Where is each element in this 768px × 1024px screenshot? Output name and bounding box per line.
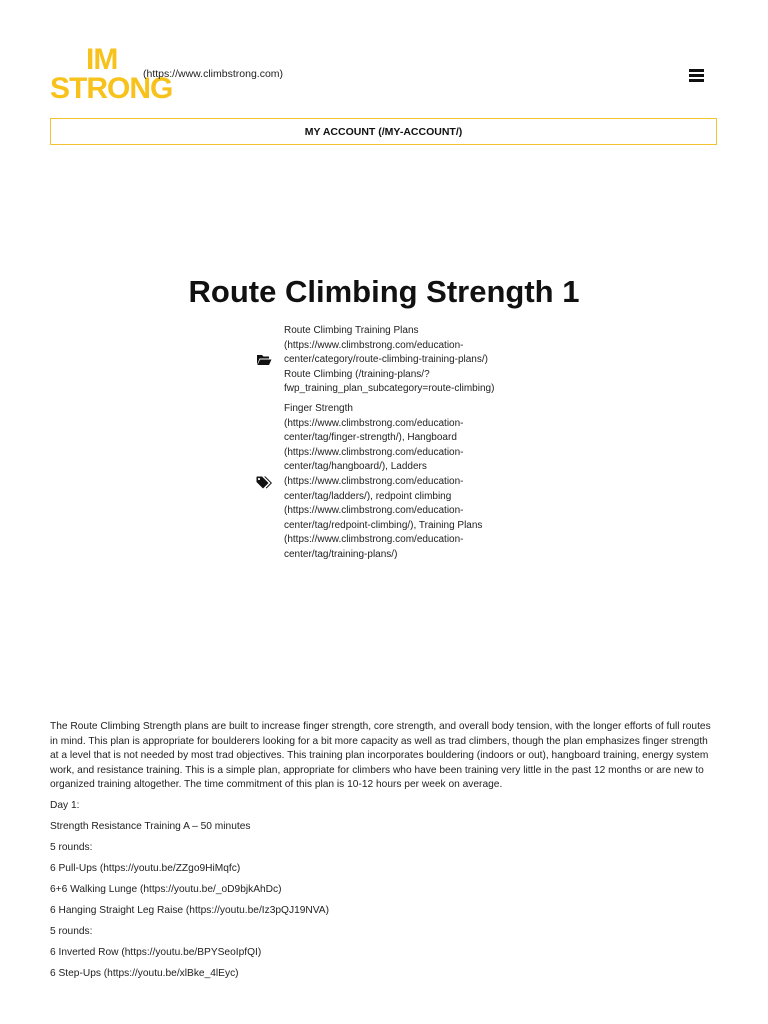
exercise-link[interactable]: 6 Step-Ups (https://youtu.be/xlBke_4lEyc)	[50, 968, 239, 980]
tags-links[interactable]: Finger Strength (https://www.climbstrong.com/education-center/tag/finger-strength/), Hangboard (https://www.climbstrong.com/education-center/tag/hangboard/), Ladders (https://www.climbstrong.com/education-center/tag/ladders/), redpoint climbing (https://www.climbstrong.com/education-center/tag/redpoint-climbing/), Training Plans (https://www.climbstrong.com/education-center/tag/training-plans/)	[284, 403, 483, 560]
folder-open-icon	[256, 324, 284, 397]
exercise-link[interactable]: 6+6 Walking Lunge (https://youtu.be/_oD9bjkAhDc)	[50, 884, 282, 896]
exercise-link[interactable]: 6 Pull-Ups (https://youtu.be/ZZgo9HiMqfc)	[50, 863, 241, 875]
post-categories	[256, 324, 516, 397]
site-home-link[interactable]: (https://www.climbstrong.com)	[143, 68, 284, 80]
categories-links[interactable]: Route Climbing Training Plans (https://www.climbstrong.com/education-center/category/route-climbing-training-plans/) Route Climbing (/training-plans/?fwp_training_plan_subcategory=route-climbing)	[284, 325, 495, 395]
rounds-label: 5 rounds:	[50, 842, 93, 854]
my-account-button[interactable]	[50, 118, 717, 145]
page-title: Route Climbing Strength 1	[188, 274, 580, 309]
post-tags	[256, 402, 516, 563]
day-heading: Day 1:	[50, 800, 80, 812]
intro-paragraph: The Route Climbing Strength plans are built to increase finger strength, core strength, and overall body tension, with the longer efforts of full routes in mind. This plan is appropriate for boulderers looking for a bit more capacity as well as trad climbers, though the plan emphasizes finger strength at a level that is not needed by most trad objectives. This training plan incorporates bouldering (indoors or out), hangboard training, energy system work, and resistance training. This is a simple plan, appropriate for climbers who have been training very little in the past 12 months or are new to organized training altogether. The time commitment of this plan is 10-12 hours per week on average.	[50, 721, 711, 791]
article-body	[50, 720, 718, 988]
logo-line-strong: STRONG	[50, 72, 173, 105]
session-title: Strength Resistance Training A – 50 minutes	[50, 821, 251, 833]
my-account-label: MY ACCOUNT (/MY-ACCOUNT/)	[304, 125, 463, 138]
exercise-link[interactable]: 6 Inverted Row (https://youtu.be/BPYSeoIpfQI)	[50, 947, 262, 959]
exercise-link[interactable]: 6 Hanging Straight Leg Raise (https://youtu.be/Iz3pQJ19NVA)	[50, 905, 329, 917]
tags-icon	[256, 402, 284, 563]
site-logo[interactable]	[50, 43, 173, 105]
hamburger-icon[interactable]	[689, 69, 704, 82]
rounds-label: 5 rounds:	[50, 926, 93, 938]
logo-line-im: IM	[86, 43, 118, 76]
